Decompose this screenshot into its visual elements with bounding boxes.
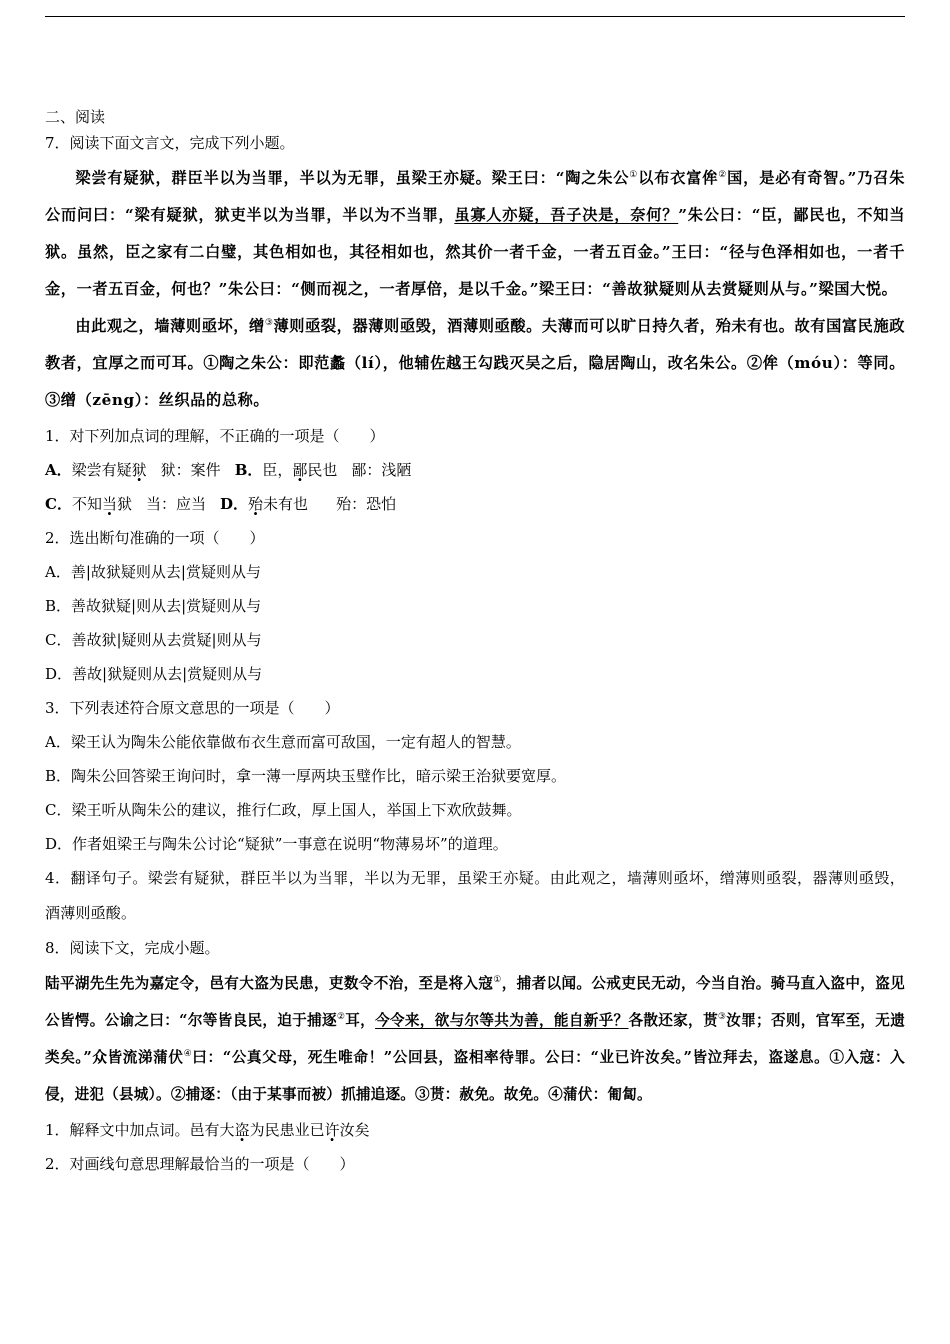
dotted-char: 盗 — [234, 1121, 250, 1139]
q7-sub3-option-d: D．作者姐梁王与陶朱公讨论“疑狱”一事意在说明“物薄易坏”的道理。 — [45, 835, 508, 853]
document-page — [45, 100, 905, 1181]
q7-sub3-option-b: B．陶朱公回答梁王询问时，拿一薄一厚两块玉璧作比，暗示梁王治狱要宽厚。 — [45, 767, 567, 785]
q7-passage-paragraph-2: 由此观之，墙薄则亟坏，缯③薄则亟裂，器薄则亟毁，酒薄则亟酸。夫薄而可以旷日持久者，殆未有也。故有国富民施政教者，宜厚之而可耳。①陶之朱公：即范蠡（lí），他辅佐越王勾践灭吴之后，隐居陶山，改名朱公。②侔（móu）：等同。③缯（zēng）：丝织品的总称。 — [45, 317, 906, 409]
q8-sub2-stem: 2．对画线句意思理解最恰当的一项是（ ） — [45, 1155, 355, 1173]
q7-sub3-stem: 3．下列表述符合原文意思的一项是（ ） — [45, 699, 340, 717]
dotted-char: 当 — [101, 495, 117, 513]
q7-sub3-option-a: A．梁王认为陶朱公能依靠做布衣生意而富可敌国，一定有超人的智慧。 — [45, 733, 521, 751]
q7-sub1-options-ab: A．梁尝有疑狱 狱：案件 B．臣，鄙民也 鄙：浅陋 — [45, 461, 412, 479]
dotted-char: 殆 — [248, 495, 264, 513]
top-rule — [45, 16, 905, 17]
q7-sub1-stem: 1．对下列加点词的理解，不正确的一项是（ ） — [45, 427, 385, 445]
q7-sub2-option-a: A．善|故狱疑则从去|赏疑则从与 — [45, 563, 261, 581]
dotted-char: 许 — [324, 1121, 340, 1139]
q7-stem: 7．阅读下面文言文，完成下列小题。 — [45, 134, 295, 152]
q7-sub2-stem: 2．选出断句准确的一项（ ） — [45, 529, 265, 547]
underlined-sentence: 虽寡人亦疑，吾子决是，奈何？ — [454, 206, 679, 224]
q8-passage: 陆平湖先生先为嘉定令，邑有大盗为民患，吏数令不治，至是将入寇①，捕者以闻。公戒吏民无动，今当自治。骑马直入盗中，盗见公皆愕。公谕之曰：“尔等皆良民，迫于捕逐②耳，今令来，欲与尔等共为善，能自新乎？各散还家，贳③汝罪；否则，官军至，无遗类矣。”众皆流涕蒲伏④曰：“公真父母，死生唯命！”公回县，盗相率待罪。公曰：“业已许汝矣。”皆泣拜去，盗遂息。①入寇：入侵，进犯（县城）。②捕逐：（由于某事而被）抓捕追逐。③贳：赦免。故免。④蒲伏：匍匐。 — [45, 975, 905, 1103]
q7-sub2-option-c: C．善故狱|疑则从去赏疑|则从与 — [45, 631, 262, 649]
dotted-char: 狱 — [131, 461, 147, 479]
q8-sub1: 1．解释文中加点词。邑有大盗为民患业已许汝矣 — [45, 1121, 370, 1139]
underlined-sentence: 今令来，欲与尔等共为善，能自新乎？ — [375, 1012, 629, 1029]
q7-sub2-option-b: B．善故狱疑|则从去|赏疑则从与 — [45, 597, 262, 615]
q7-sub1-options-cd: C．不知当狱 当：应当 D．殆未有也 殆：恐怕 — [45, 495, 397, 513]
dotted-char: 鄙 — [292, 461, 308, 479]
q7-sub4-stem: 4．翻译句子。梁尝有疑狱，群臣半以为当罪，半以为无罪，虽梁王亦疑。由此观之，墙薄则亟坏，缯薄则亟裂，器薄则亟毁，酒薄则亟酸。 — [45, 869, 905, 922]
q8-stem: 8．阅读下文，完成小题。 — [45, 939, 220, 957]
q7-sub3-option-c: C．梁王听从陶朱公的建议，推行仁政，厚上国人，举国上下欢欣鼓舞。 — [45, 801, 522, 819]
q7-sub2-option-d: D．善故|狱疑则从去|赏疑则从与 — [45, 665, 263, 683]
q7-passage-paragraph-1: 梁尝有疑狱，群臣半以为当罪，半以为无罪，虽梁王亦疑。梁王曰：“陶之朱公①以布衣富侔②国，是必有奇智。”乃召朱公而问曰：“梁有疑狱，狱吏半以为当罪，半以为不当罪，虽寡人亦疑，吾子决是，奈何？”朱公曰：“臣，鄙民也，不知当狱。虽然，臣之家有二白璧，其色相如也，其径相如也，然其价一者千金，一者五百金。”王曰：“径与色泽相如也，一者千金，一者五百金，何也？”朱公曰：“侧而视之，一者厚倍，是以千金。”梁王曰：“善故狱疑则从去赏疑则从与。”梁国大悦。 — [45, 169, 906, 298]
section-heading: 二、阅读 — [45, 108, 106, 126]
